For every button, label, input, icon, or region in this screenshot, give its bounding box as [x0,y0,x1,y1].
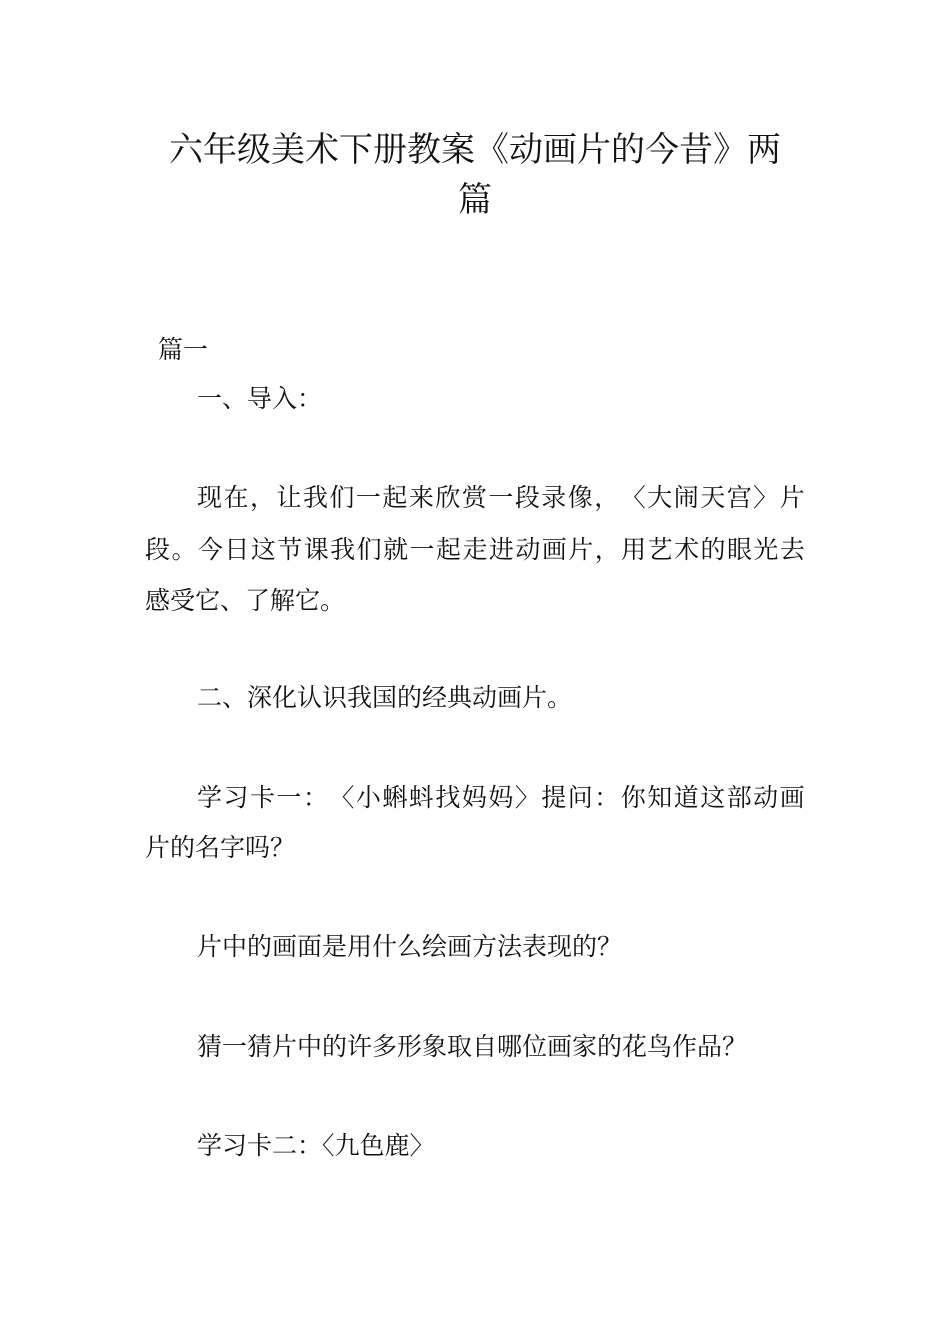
section-label: 篇一 [158,335,209,364]
question-painting-method: 片中的画面是用什么绘画方法表现的？ [197,932,623,961]
heading-intro: 一、导入： [197,384,323,413]
paragraph-1-line-1: 现 在 ， 让 我 们 一 起 来 欣 赏 一 段 录 像 ， 〈 大 闹 天 宫 〉 片 [197,483,805,512]
study-card-1-line-1: 学 习 卡 一 ： 〈 小 蝌 蚪 找 妈 妈 〉 提 问 ： 你 知 道 这 部 动 画 [197,783,805,812]
document-title-line-2: 篇 [458,180,492,220]
paragraph-1-line-3: 感受它、了解它。 [145,586,346,615]
document-title-line-1: 六年级美术下册教案《动画片的今昔》两 [169,130,781,170]
paragraph-1-line-2: 段 。 今 日 这 节 课 我 们 就 一 起 走 进 动 画 片 ， 用 艺 术 的 眼 光 去 [145,535,805,564]
study-card-1-line-2: 片的名字吗？ [145,833,296,862]
study-card-2: 学习卡二：〈九色鹿〉 [197,1131,435,1160]
question-painter-guess: 猜一猜片中的许多形象取自哪位画家的花鸟作品？ [197,1032,748,1061]
heading-classic-animation: 二、深化认识我国的经典动画片。 [197,683,573,712]
